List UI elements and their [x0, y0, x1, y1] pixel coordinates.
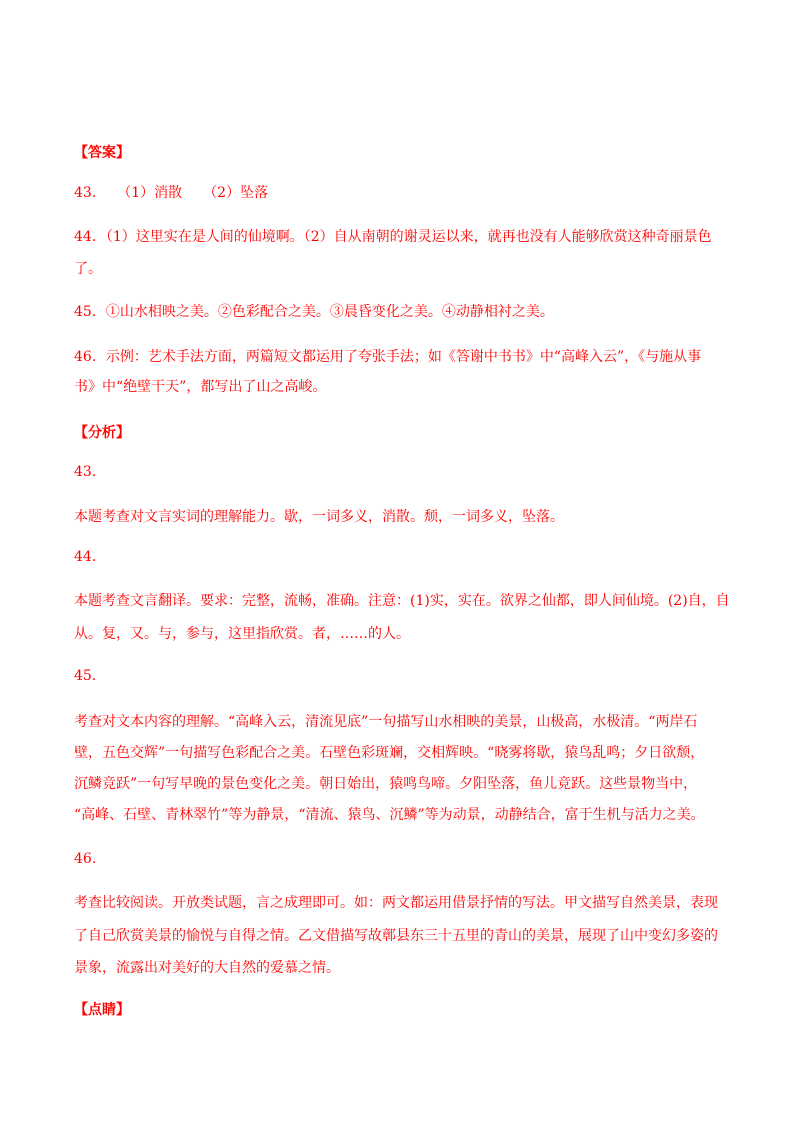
analysis-44-number: 44． [74, 549, 106, 565]
analysis-45-line-3: 沉鳞竞跃”一句写早晚的景色变化之美。朝日始出，猿鸣鸟啼。夕阳坠落，鱼儿竞跃。这些景物当中， [74, 776, 698, 792]
answer-46-line-1: 46．示例：艺术手法方面，两篇短文都运用了夸张手法；如《答谢中书书》中“高峰入云”，《与施从事 [74, 349, 702, 365]
analysis-44-line-1: 本题考查文言翻译。要求：完整，流畅，准确。注意：(1)实，实在。欲界之仙都，即人间仙境。(2)自，自 [74, 593, 730, 609]
comment-header: 【点睛】 [74, 1002, 130, 1018]
analysis-45-line-2: 壁，五色交辉”一句描写色彩配合之美。石壁色彩斑斓，交相辉映。“晓雾将歇，猿鸟乱鸣；夕日欲颓， [74, 745, 705, 761]
analysis-43-number: 43． [74, 464, 106, 480]
answer-44-line-2: 了。 [74, 261, 102, 277]
analysis-43-text: 本题考查对文言实词的理解能力。歇，一词多义，消散。颓，一词多义，坠落。 [74, 509, 564, 525]
answer-43: 43. （1）消散 （2）坠落 [74, 185, 269, 201]
analysis-45-line-1: 考查对文本内容的理解。“高峰入云，清流见底”一句描写山水相映的美景，山极高，水极清。“两岸石 [74, 714, 698, 730]
analysis-44-line-2: 从。复，又。与，参与，这里指欣赏。者，……的人。 [74, 626, 410, 642]
analysis-46-line-2: 了自己欣赏美景的愉悦与自得之情。乙文借描写故鄣县东三十五里的青山的美景，展现了山中变幻多姿的 [74, 928, 718, 944]
answer-46-line-2: 书》中“绝壁干天”，都写出了山之高峻。 [74, 379, 327, 395]
answer-45: 45．①山水相映之美。②色彩配合之美。③晨昏变化之美。④动静相衬之美。 [74, 304, 554, 320]
answer-44-line-1: 44．（1）这里实在是人间的仙境啊。（2）自从南朝的谢灵运以来，就再也没有人能够欣赏这种奇丽景色 [74, 229, 712, 245]
analysis-header: 【分析】 [74, 425, 130, 441]
analysis-46-line-1: 考查比较阅读。开放类试题，言之成理即可。如：两文都运用借景抒情的写法。甲文描写自然美景，表现 [74, 895, 718, 911]
analysis-45-number: 45． [74, 668, 106, 684]
answer-header: 【答案】 [74, 145, 130, 161]
analysis-46-number: 46． [74, 851, 106, 867]
analysis-46-line-3: 景象，流露出对美好的大自然的爱慕之情。 [74, 960, 340, 976]
analysis-45-line-4: “高峰、石壁、青林翠竹”等为静景，“清流、猿鸟、沉鳞”等为动景，动静结合，富于生机与活力之美。 [74, 807, 705, 823]
